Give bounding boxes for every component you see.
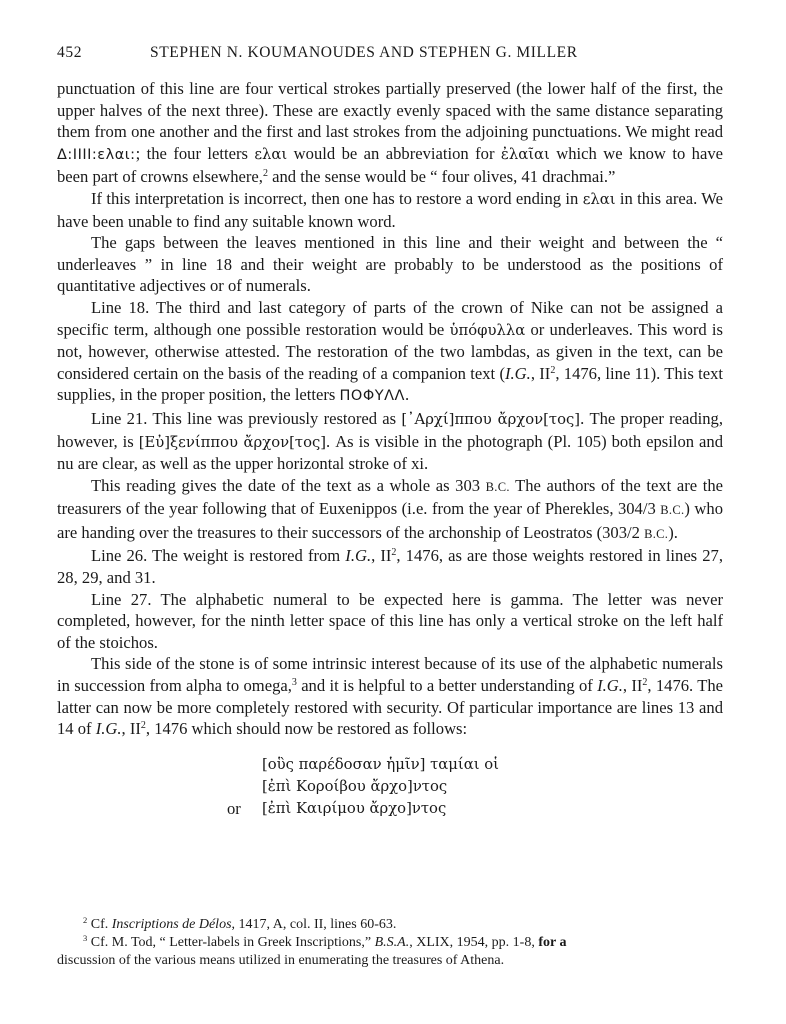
text-run: punctuation of this line are four vertical strokes partially preserved (the lower half of the first, the upper halves of the next three). These are exactly evenly spaced with the same distance separating them from one another and the first and last strokes from the adjoining punctuations. We might read <box>57 79 723 142</box>
superscript: 2 <box>140 720 146 732</box>
paragraph-2 <box>57 188 723 232</box>
running-title: STEPHEN N. KOUMANOUDES AND STEPHEN G. MILLER <box>150 44 578 61</box>
footnote-2 <box>57 916 723 934</box>
text-run: , 1476, as are those weights restored in lines 27, 28, 29, and 31. <box>57 546 723 588</box>
text-run: ; the four letters <box>135 143 255 163</box>
text-run: , 1417, A, col. II, lines 60-63. <box>231 917 397 932</box>
greek-word: ὑπόφυλλα <box>449 321 526 339</box>
greek-restoration: [Εὐ]ξενίππου ἄρχον[τος] <box>138 433 327 451</box>
text-run: , II <box>622 676 643 696</box>
greek-reading: Δ:IIII:ελαι: <box>57 146 136 163</box>
text-run: Cf. <box>87 917 112 932</box>
superscript: 2 <box>391 547 397 559</box>
formula-text: [ἐπὶ Καιρίμου ἄρχο]ντος <box>262 799 447 817</box>
text-run: . The proper reading, however, is <box>57 408 723 451</box>
era-abbrev: B.C. <box>644 526 669 541</box>
footnotes <box>57 916 723 970</box>
paragraph-7 <box>57 545 723 588</box>
era-abbrev: B.C. <box>660 503 685 518</box>
citation-ig: I.G. <box>95 719 122 739</box>
greek-letters: ΠΟΦΥΛΛ <box>339 388 405 405</box>
citation-ig: I.G. <box>597 676 623 696</box>
paragraph-3: The gaps between the leaves mentioned in this line and their weight and between the “ underleaves ” in line 18 and their weight are probably to be understood as the positions of quantitative adjectives or of numerals. <box>57 233 723 296</box>
text-run: , XLIX, 1954, pp. 1-8, <box>409 935 539 950</box>
running-header <box>57 44 723 78</box>
text-run: . <box>404 385 410 405</box>
footnote-ref[interactable]: 3 <box>291 677 297 689</box>
text-run: , 1476 which should now be restored as follows: <box>145 719 468 739</box>
paragraph-9 <box>57 653 723 739</box>
formula-text: [οὓς παρέδοσαν ἡμῖν] ταμίαι οἱ <box>262 755 499 773</box>
paragraph-6 <box>57 475 723 546</box>
text-run: ). <box>668 522 678 542</box>
greek-word: ελαι <box>582 190 616 208</box>
text-run: The authors of the text are the treasurers of the year following that of Euxenippos (i.e. from the year of Pherekles, 304/3 <box>57 475 723 519</box>
footnote-ref[interactable]: 2 <box>262 168 268 180</box>
text-run: Line 18. The third and last category of parts of the crown of Nike can not be assigned a specific term, although one possible restoration would be <box>57 297 723 339</box>
text-run: , II <box>530 363 551 383</box>
greek-word: ἐλαῖαι <box>500 145 550 163</box>
text-run: , II <box>121 719 141 739</box>
formula-text: [ἐπὶ Κοροίβου ἄρχο]ντος <box>262 777 448 795</box>
text-run: This reading gives the date of the text as a whole as 303 <box>91 475 486 495</box>
text-run: in this area. We have been unable to find any suitable known word. <box>57 188 723 231</box>
page-number: 452 <box>57 44 83 61</box>
cited-title: Inscriptions de Délos <box>111 917 232 932</box>
text-run-bold: for a <box>538 935 567 950</box>
paragraph-4 <box>57 297 723 408</box>
formula-line <box>57 776 723 798</box>
text-run: which we know to have been part of crowns elsewhere, <box>57 143 724 187</box>
footnote-mark: 3 <box>83 933 88 943</box>
text-run: and it is helpful to a better understanding of <box>296 676 598 696</box>
cited-journal: B.S.A. <box>374 935 410 950</box>
greek-word: ελαι <box>254 145 288 163</box>
text-run: ) who are handing over the treasures to their successors of the archonship of Leostratos (303/2 <box>57 499 723 542</box>
page <box>57 44 723 820</box>
formula-or: or <box>227 798 241 818</box>
body-text <box>57 78 723 820</box>
paragraph-5 <box>57 408 723 475</box>
text-run: or underleaves. This word is not, however, otherwise attested. The restoration of the two lambdas, as given in the text, can be considered certain on the basis of the reading of a companion text ( <box>57 319 724 383</box>
era-abbrev: B.C. <box>485 479 510 494</box>
formula-line <box>57 754 723 776</box>
text-run: This side of the stone is of some intrinsic interest because of its use of the alphabetic numerals in succession from alpha to omega, <box>57 654 723 696</box>
superscript: 2 <box>550 364 556 376</box>
text-run: would be an abbreviation for <box>287 143 501 163</box>
citation-ig: I.G. <box>505 363 531 383</box>
text-run: Cf. M. Tod, “ Letter-labels in Greek Inscriptions,” <box>87 935 375 950</box>
formula-line <box>57 798 723 820</box>
footnote-mark: 2 <box>83 915 88 925</box>
superscript: 2 <box>642 677 648 689</box>
citation-ig: I.G. <box>345 546 372 566</box>
text-run: , 1476. The latter can now be more completely restored with security. Of particular importance are lines 13 and 14 of <box>57 676 723 739</box>
text-run: . As is visible in the photograph (Pl. 105) both epsilon and nu are clear, as well as the upper horizontal stroke of xi. <box>57 431 723 474</box>
paragraph-1 <box>57 78 723 188</box>
paragraph-8: Line 27. The alphabetic numeral to be expected here is gamma. The letter was never completed, however, for the ninth letter space of this line has only a vertical stroke on the left half of the stoichos. <box>57 589 723 652</box>
text-run: If this interpretation is incorrect, then one has to restore a word ending in <box>91 188 583 208</box>
greek-restoration: [᾿Αρχί]ππου ἄρχον[τος] <box>401 410 581 428</box>
text-run: and the sense would be “ four olives, 41 drachmai.” <box>267 167 616 187</box>
text-run: Line 21. This line was previously restored as <box>91 408 402 428</box>
text-run: , II <box>371 546 392 566</box>
text-run: Line 26. The weight is restored from <box>91 546 346 566</box>
text-run: discussion of the various means utilized in enumerating the treasures of Athena. <box>57 953 505 968</box>
footnote-3 <box>57 934 723 970</box>
greek-restoration-block <box>57 754 723 820</box>
text-run: , 1476, line 11). This text supplies, in the proper position, the letters <box>57 363 723 405</box>
